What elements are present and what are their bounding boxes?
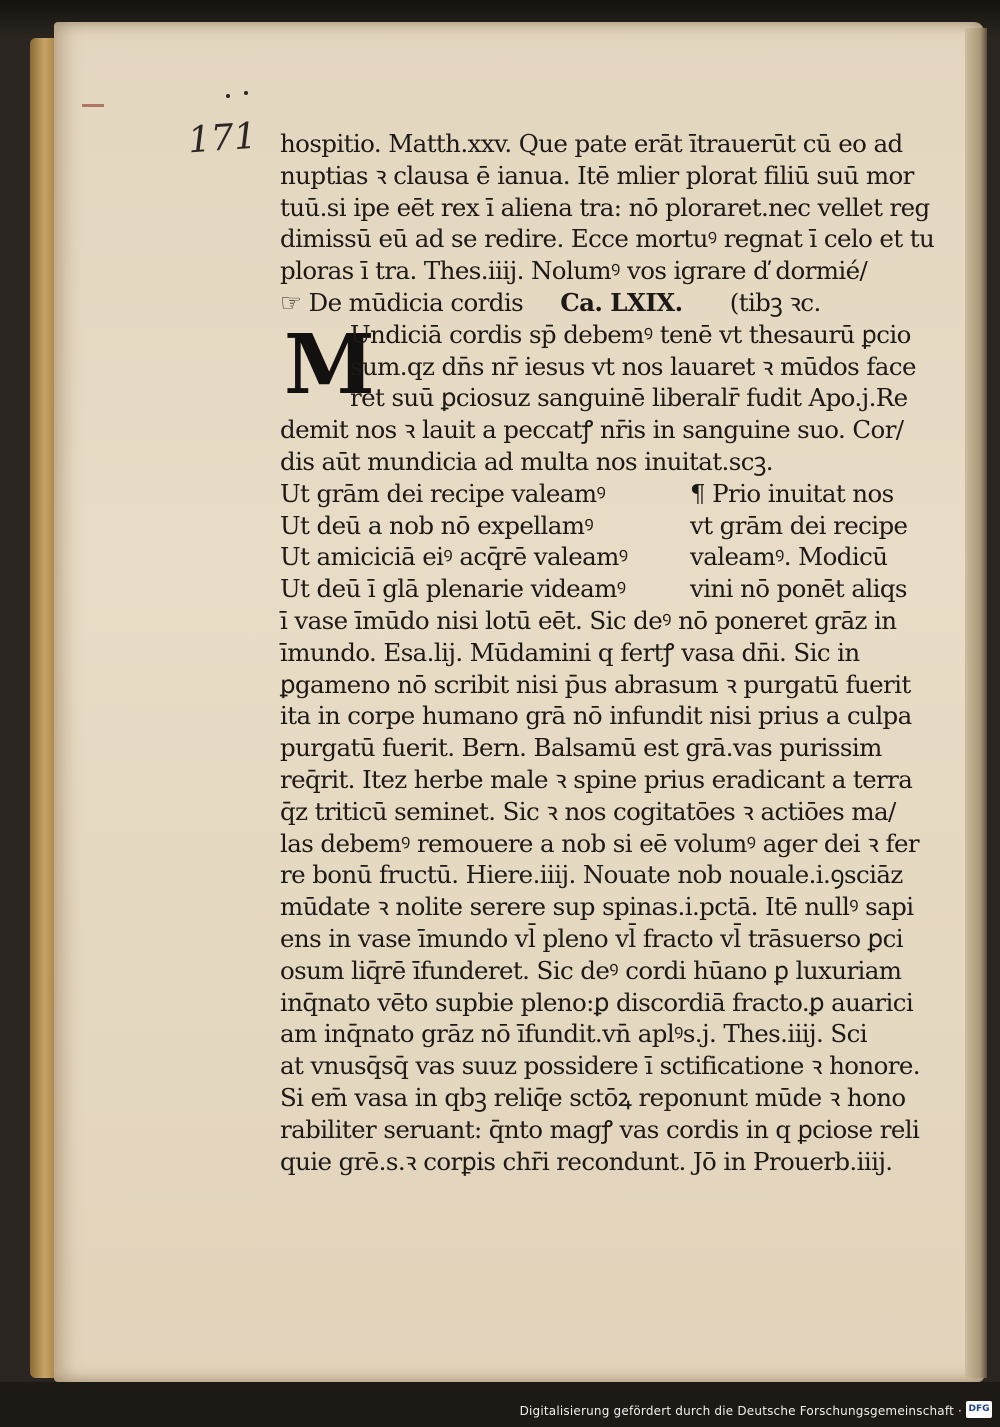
list-item: Ut deū ī glā plenarie videamꝰ — [280, 574, 626, 604]
list-item: Ut deū a nob nō expellamꝰ — [280, 510, 594, 540]
two-column-row — [280, 510, 970, 542]
side-note: vini nō ponēt aliqs — [690, 574, 907, 604]
text-line: Undiciā cordis sp̄ debemꝰ tenē vt thesaurū ꝑcio — [350, 319, 911, 349]
text-line: demit nos ꝛ lauit a peccatꝭ nr̄is in sanguine suo. Cor/ — [280, 415, 904, 445]
text-line: am inq̄nato grāz nō īfundit.vn̄ aplꝰs.j. Thes.iiij. Sci — [280, 1019, 867, 1049]
side-note: valeamꝰ. Modicū — [690, 542, 888, 572]
text-line: ploras ī tra. Thes.iiij. Nolumꝰ vos igrare ď dormié/ — [280, 256, 868, 286]
chapter-number: Ca. LXIX. — [560, 287, 683, 317]
text-line: nuptias ꝛ clausa ē ianua. Itē mlier plorat filiū suū mor — [280, 160, 914, 190]
margin-dot — [244, 91, 248, 95]
margin-dot — [226, 94, 230, 98]
text-line: dimissū eū ad se redire. Ecce mortuꝰ regnat ī celo et tu — [280, 224, 935, 254]
text-line: req̄rit. Itez herbe male ꝛ spine prius eradicant a terra — [280, 764, 913, 794]
folio-number: 171 — [186, 115, 259, 162]
margin-tick-mark — [82, 104, 104, 107]
text-line: sum.qz dn̄s nr̄ iesus vt nos lauaret ꝛ mūdos face — [350, 351, 916, 381]
text-line: dis aūt mundicia ad multa nos inuitat.scꝫ. — [280, 446, 773, 476]
side-note: ¶ Prio inuitat nos — [690, 478, 894, 508]
text-line: ī vase īmūdo nisi lotū eēt. Sic deꝰ nō poneret grāz in — [280, 605, 897, 635]
page-text — [280, 128, 970, 1177]
text-line: inq̄nato vēto supbie pleno:ꝑ discordiā fracto.ꝑ auarici — [280, 987, 914, 1017]
text-line: rabiliter seruant: q̄nto magꝭ vas cordis in q ꝑciose reli — [280, 1114, 920, 1144]
text-line: mūdate ꝛ nolite serere sup spinas.i.pctā. Itē nullꝰ sapi — [280, 892, 914, 922]
chapter-title: ☞ De mūdicia cordis — [280, 287, 524, 317]
text-line: hospitio. Matth.xxv. Que pate erāt ītrauerūt cū eo ad — [280, 129, 903, 158]
two-column-row — [280, 573, 970, 605]
decorated-initial: M — [284, 317, 375, 413]
text-line: las debemꝰ remouere a nob si eē volumꝰ ager dei ꝛ fer — [280, 828, 919, 858]
chapter-heading — [280, 287, 970, 319]
text-line: purgatū fuerit. Bern. Balsamū est grā.vas purissim — [280, 733, 882, 763]
book-spine-edge — [30, 38, 54, 1378]
text-line: re bonū fructū. Hiere.iiij. Nouate nob nouale.i.ꝯsciāz — [280, 860, 903, 890]
text-line: Si em̄ vasa in qbꝫ reliq̄e sctōꝝ reponunt mūde ꝛ hono — [280, 1082, 906, 1112]
text-line: at vnusq̄sq̄ vas suuz possidere ī sctificatione ꝛ honore. — [280, 1051, 920, 1081]
text-line: ꝑgameno nō scribit nisi p̄us abrasum ꝛ purgatū fuerit — [280, 669, 911, 699]
two-column-row — [280, 478, 970, 510]
digitization-credit: Digitalisierung gefördert durch die Deutsche Forschungsgemeinschaft · — [519, 1404, 962, 1418]
text-line: quie grē.s.ꝛ corꝑis chr̄i recondunt. Jō in Prouerb.iiij. — [280, 1146, 893, 1176]
dfg-logo: DFG — [966, 1401, 992, 1418]
list-item: Ut grām dei recipe valeamꝰ — [280, 478, 606, 508]
text-line: ita in corpe humano grā nō infundit nisi prius a culpa — [280, 701, 912, 731]
text-line: osum liq̄rē īfunderet. Sic deꝰ cordi hūano ꝑ luxuriam — [280, 955, 902, 985]
side-note: vt grām dei recipe — [690, 510, 908, 540]
text-line: īmundo. Esa.lij. Mūdamini q fertꝭ vasa dn̄i. Sic in — [280, 637, 860, 667]
list-item: Ut amiciciā eiꝰ acq̄rē valeamꝰ — [280, 542, 628, 572]
text-line: ret suū ꝑciosuz sanguinē liberalr̄ fudit Apo.j.Re — [350, 383, 908, 413]
text-line: ens in vase īmundo vl̄ pleno vl̄ fracto vl̄ trāsuerso ꝑci — [280, 923, 903, 953]
text-line: q̄z triticū seminet. Sic ꝛ nos cogitatōes ꝛ actiōes ma/ — [280, 796, 896, 826]
text-line: tuū.si ipe eēt rex ī aliena tra: nō ploraret.nec vellet reg — [280, 192, 930, 222]
two-column-row — [280, 541, 970, 573]
chapter-catchword: (tibꝫ ꝛc. — [729, 287, 821, 317]
